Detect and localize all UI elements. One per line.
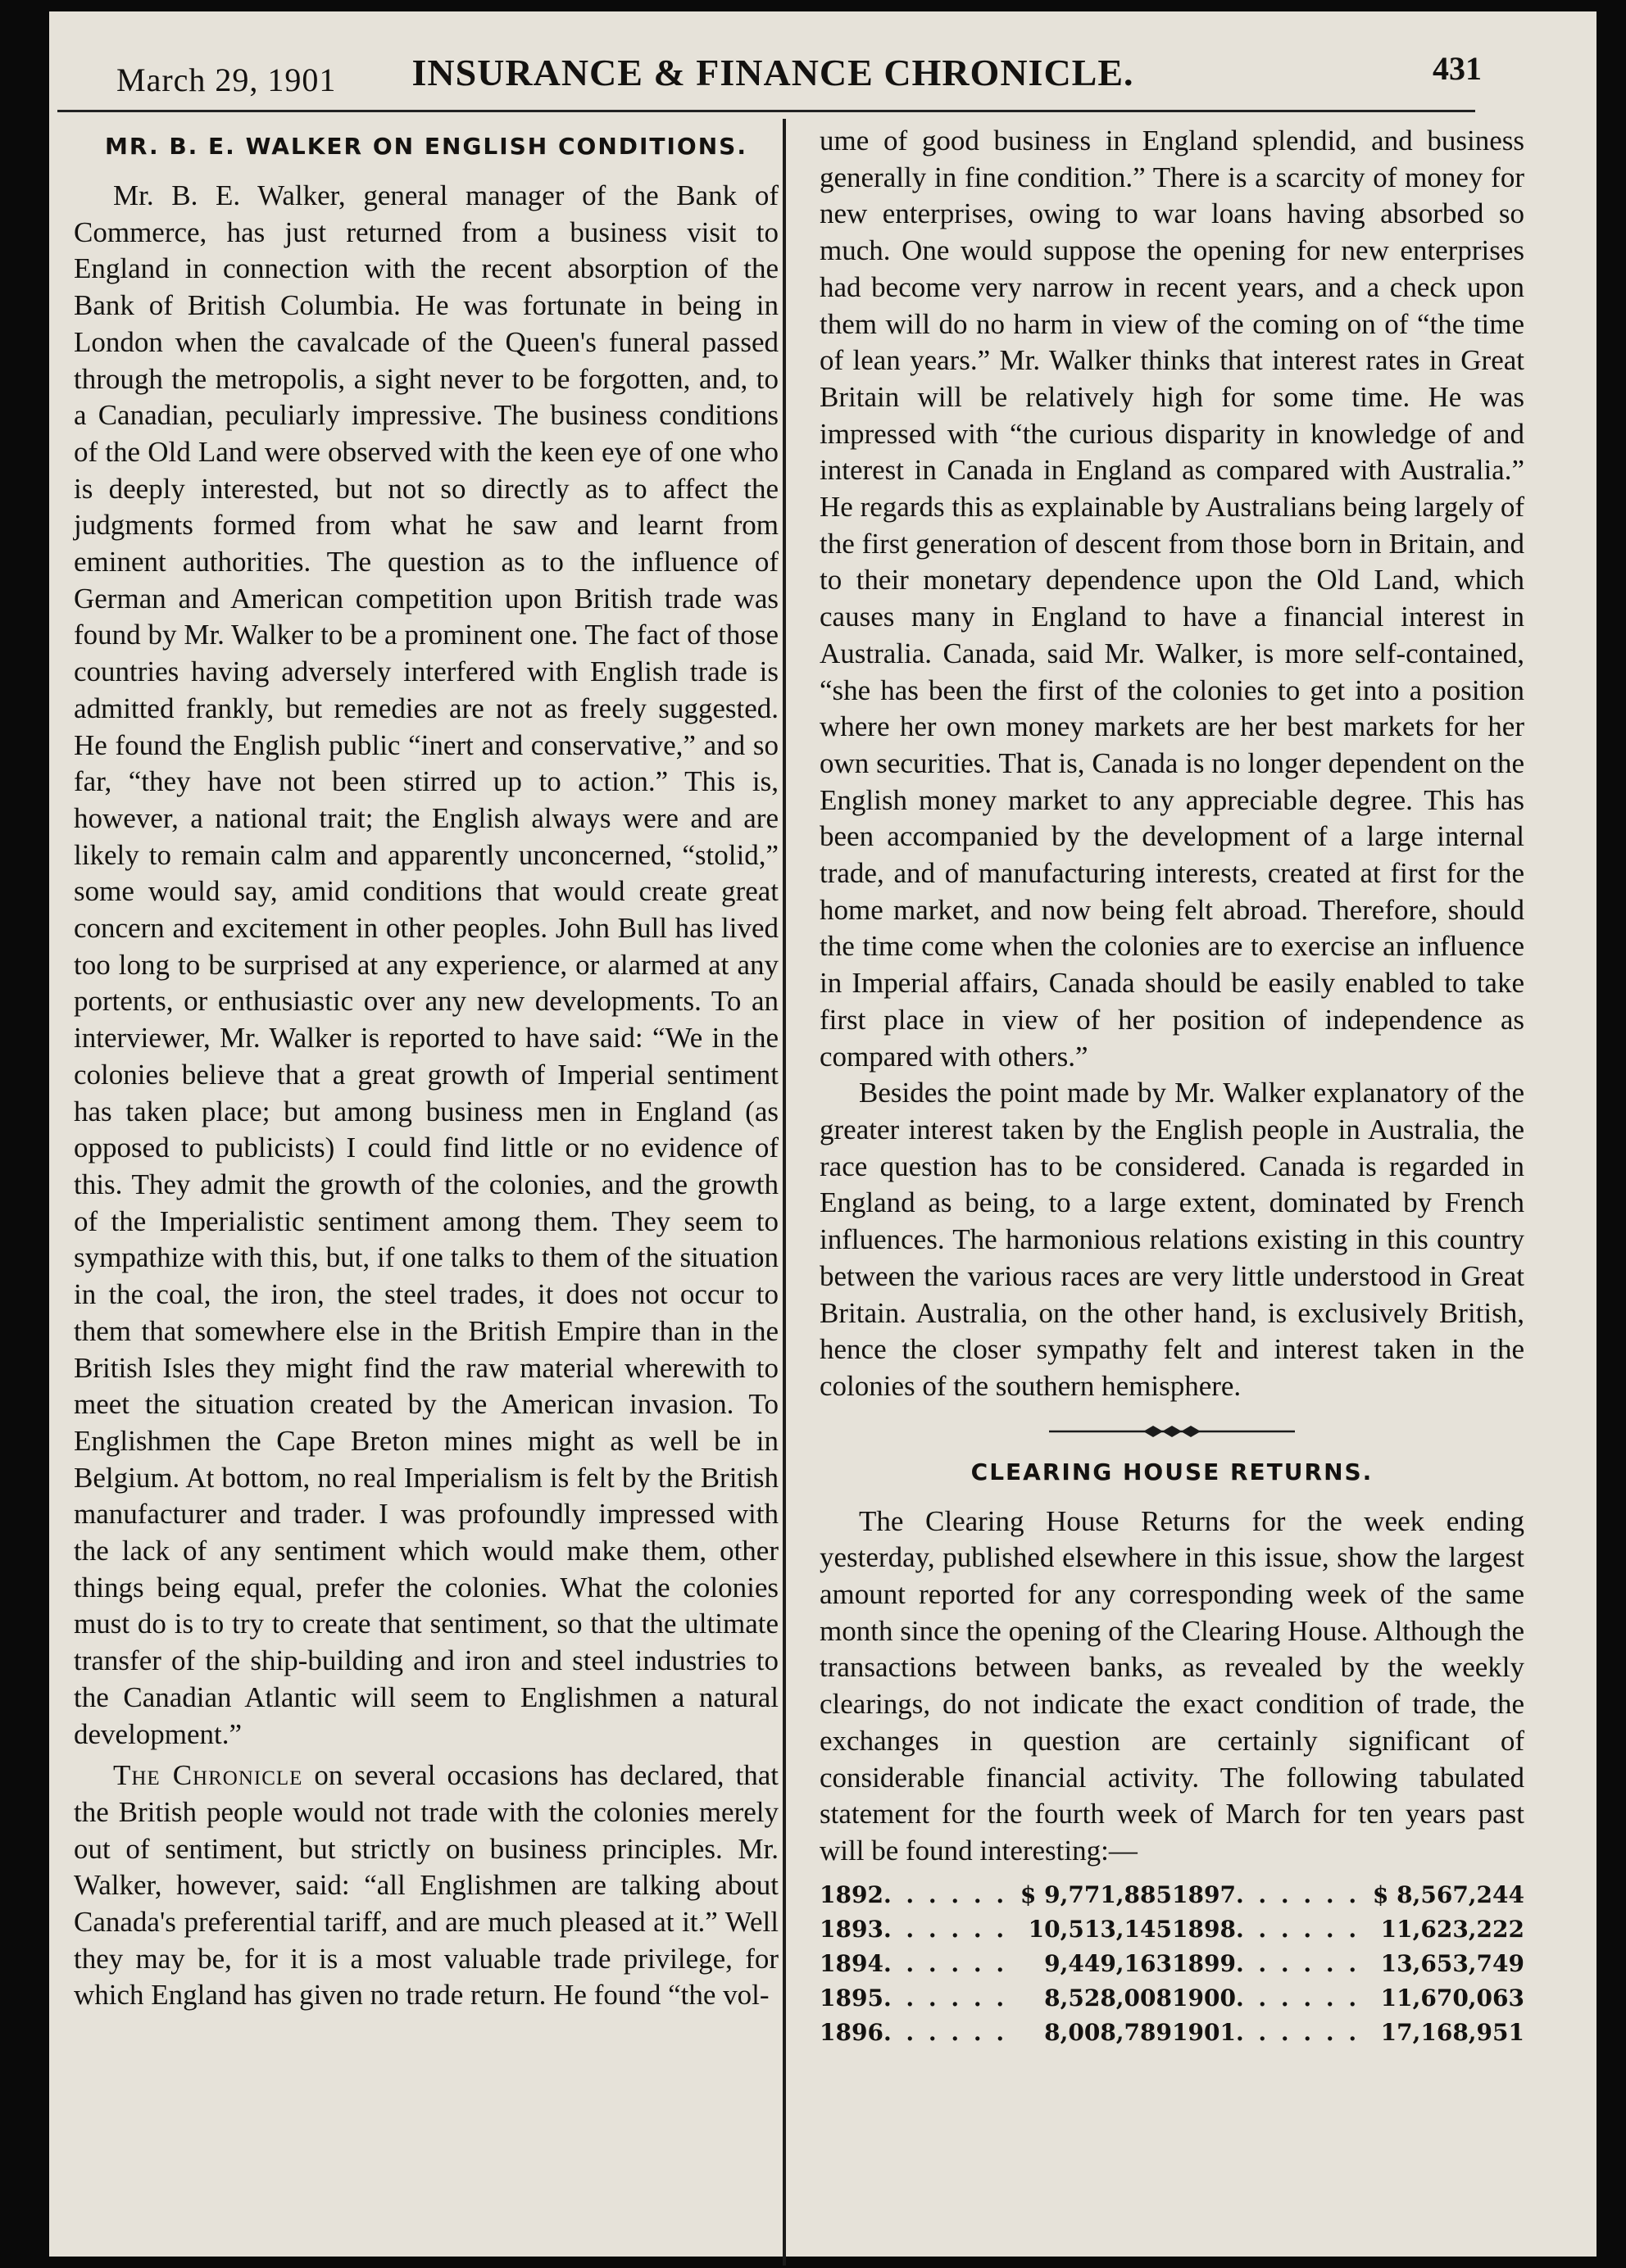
amount-cell: 10,513,145 xyxy=(1028,1915,1172,1943)
year-cell: 1893 xyxy=(820,1915,883,1943)
right-column xyxy=(820,123,1524,2050)
section-ornament xyxy=(820,1423,1524,1444)
year-cell: 1901 xyxy=(1172,2018,1236,2046)
leader-dots: . . . . . . xyxy=(883,1949,1008,1977)
left-column xyxy=(74,123,779,2014)
amount-cell: 11,623,222 xyxy=(1380,1915,1524,1943)
year-cell: 1894 xyxy=(820,1949,883,1977)
year-cell: 1899 xyxy=(1172,1949,1236,1977)
table-row xyxy=(820,1878,1524,1912)
article-paragraph: Mr. B. E. Walker, general manager of the Bank of Commerce, has just returned from a business visit to England in connection with the recent absorption of the Bank of British Columbia. He was fortunate in being in London when the cavalcade of the Queen's funeral passed through the metropolis, a sight never to be forgotten, and, to a Canadian, peculiarly impressive. The business conditions of the Old Land were observed with the keen eye of one who is deeply interested, but not so directly as to affect the judgments formed from what he saw and learnt from eminent authorities. The question as to the influence of German and American competition upon British trade was found by Mr. Walker to be a prominent one. The fact of those countries having adversely interfered with English trade is admitted frankly, but remedies are not as freely suggested. He found the English public “inert and conservative,” and so far, “they have not been stirred up to action.” This is, however, a national trait; the English always were and are likely to remain calm and apparently unconcerned, “stolid,” some would say, amid conditions that would create great concern and excitement in other peoples. John Bull has lived too long to be surprised at any experience, or alarmed at any portents, or enthusiastic over any new developments. To an interviewer, Mr. Walker is reported to have said: “We in the colonies believe that a great growth of Imperial sentiment has taken place; but among business men in England (as opposed to publicists) I could find little or no evidence of this. They admit the growth of the colonies, and the growth of the Imperialistic sentiment among them. They seem to sympathize with this, but, if one talks to them of the situation in the coal, the iron, the steel trades, it does not occur to them that somewhere else in the British Empire than in the British Isles they might find the raw material wherewith to meet the situation created by the American invasion. To Englishmen the Cape Breton mines might as well be in Belgium. At bottom, no real Imperialism is felt by the British manufacturer and trader. I was profoundly impressed with the lack of any sentiment which would make them, other things being equal, prefer the colonies. What the colonies must do is to try to create that sentiment, so that the ultimate transfer of the ship-building and iron and steel industries to the Canadian Atlantic will seem to Englishmen a natural development.” xyxy=(74,179,779,1750)
year-cell: 1895 xyxy=(820,1984,883,2012)
leader-dots: . . . . . . xyxy=(883,2018,1008,2046)
leader-dots: . . . . . . xyxy=(1235,2018,1360,2046)
paragraph-text: on several occasions has declared, that the British people would not trade with the colonies merely out of sentiment, but strictly on business principles. Mr. Walker, however, said: “all Englishmen are talking about Canada's preferential tariff, and are much pleased at it.” Well they may be, for it is a most valuable trade privilege, for which England has given no trade return. He found “the vol- xyxy=(74,1759,779,2012)
article-paragraph-continued: ume of good business in England splendid, and business generally in fine condition.” There is a scarcity of money for new enterprises, owing to war loans having absorbed so much. One would suppose the opening for new enterprises had become very narrow in recent years, and a check upon them will do no harm in view of the coming on of “the time of lean years.” Mr. Walker thinks that interest rates in Great Britain will be relatively high for some time. He was impressed with “the curious disparity in knowledge of and interest in Canada in England as compared with Australia.” He regards this as explainable by Australians being largely of the first generation of descent from those born in Britain, and to their monetary dependence upon the Old Land, which causes many in England to have a financial interest in Australia. Canada, said Mr. Walker, is more self-contained, “she has been the first of the colonies to get into a position where her own money markets are her best markets for her own securities. That is, Canada is no longer dependent on the English money market to any appreciable degree. This has been accompanied by the development of a large internal trade, and of manufacturing interests, created at first for the home market, and now being felt abroad. Therefore, should the time come when the colonies are to exercise an influence in Imperial affairs, Canada should be easily enabled to take first place in view of her position of independence as compared with others.” xyxy=(820,125,1524,1073)
page-header xyxy=(64,33,1482,98)
leader-dots: . . . . . . xyxy=(1235,1915,1360,1943)
amount-cell: 17,168,951 xyxy=(1380,2018,1524,2046)
year-cell: 1897 xyxy=(1172,1880,1236,1908)
leader-dots: . . . . . . xyxy=(1235,1880,1360,1908)
year-cell: 1898 xyxy=(1172,1915,1236,1943)
year-cell: 1892 xyxy=(820,1880,883,1908)
amount-cell: 13,653,749 xyxy=(1380,1949,1524,1977)
amount-cell: 11,670,063 xyxy=(1380,1984,1524,2012)
clearing-house-table xyxy=(820,1878,1524,2050)
table-row xyxy=(820,1912,1524,1947)
column-divider xyxy=(783,119,786,2266)
leader-dots: . . . . . . xyxy=(1235,1949,1360,1977)
article-heading-walker: MR. B. E. WALKER ON ENGLISH CONDITIONS. xyxy=(105,133,747,160)
leader-dots: . . . . . . xyxy=(1235,1984,1360,2012)
year-cell: 1900 xyxy=(1172,1984,1236,2012)
article-paragraph: The Clearing House Returns for the week ending yesterday, published elsewhere in this issue, show the largest amount reported for any corresponding week of the same month since the opening of the Clearing House. Although the transactions between banks, as revealed by the weekly clearings, do not indicate the exact condition of trade, the exchanges in question are certainly significant of considerable financial activity. The following tabulated statement for the fourth week of March for ten years past will be found interesting:— xyxy=(820,1504,1524,1867)
table-row xyxy=(820,2016,1524,2050)
table-row xyxy=(820,1947,1524,1981)
leader-dots: . . . . . . xyxy=(883,1984,1008,2012)
leader-dots: . . . . . . xyxy=(883,1880,1008,1908)
amount-cell: 8,008,789 xyxy=(1044,2018,1172,2046)
leader-dots: . . . . . . xyxy=(883,1915,1008,1943)
ornament-divider-icon xyxy=(1049,1423,1295,1440)
year-cell: 1896 xyxy=(820,2018,883,2046)
header-rule xyxy=(57,110,1475,112)
publication-title: INSURANCE & FINANCE CHRONICLE. xyxy=(411,52,1134,93)
article-heading-clearing: CLEARING HOUSE RETURNS. xyxy=(970,1458,1374,1486)
amount-cell: $ 9,771,885 xyxy=(1020,1880,1172,1908)
article-paragraph xyxy=(74,1758,779,2014)
issue-date: March 29, 1901 xyxy=(116,61,337,98)
amount-cell: $ 8,567,244 xyxy=(1372,1880,1524,1908)
page-number: 431 xyxy=(1433,50,1482,87)
table-row xyxy=(820,1981,1524,2016)
article-paragraph: Besides the point made by Mr. Walker explanatory of the greater interest taken by the English people in Australia, the race question has to be considered. Canada is regarded in England as being, to a large extent, dominated by French influences. The harmonious relations existing in this country between the various races are very little understood in Great Britain. Australia, on the other hand, is exclusively British, hence the closer sympathy felt and interest taken in the colonies of the southern hemisphere. xyxy=(820,1077,1524,1402)
amount-cell: 9,449,163 xyxy=(1044,1949,1172,1977)
chronicle-smallcaps: The Chronicle xyxy=(113,1759,303,1792)
amount-cell: 8,528,008 xyxy=(1044,1984,1172,2012)
